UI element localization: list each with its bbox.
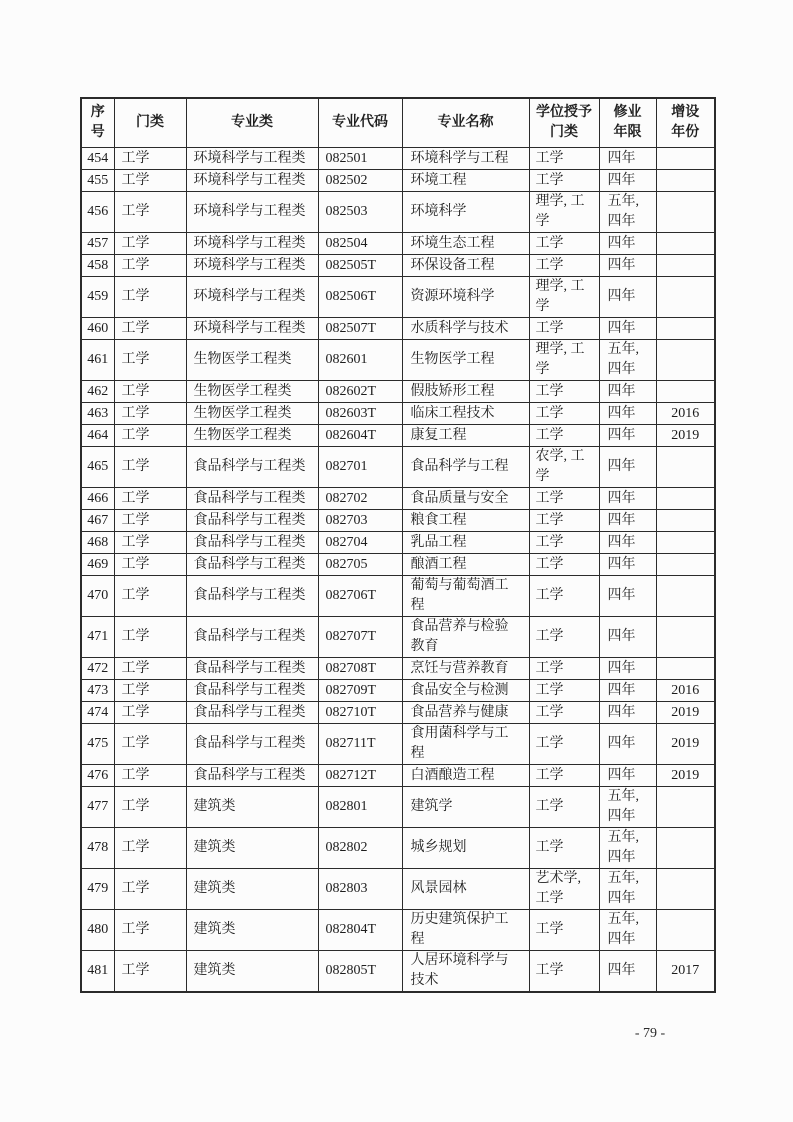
header-study-years: 修业年限 bbox=[599, 98, 656, 148]
cell-no: 465 bbox=[81, 447, 114, 488]
cell-major-class: 环境科学与工程类 bbox=[186, 318, 318, 340]
cell-major-name: 历史建筑保护工程 bbox=[402, 910, 529, 951]
cell-no: 456 bbox=[81, 192, 114, 233]
cell-degree-category: 工学 bbox=[529, 381, 599, 403]
cell-study-years: 四年 bbox=[599, 951, 656, 993]
cell-study-years: 四年 bbox=[599, 576, 656, 617]
cell-major-code: 082708T bbox=[318, 658, 402, 680]
cell-no: 472 bbox=[81, 658, 114, 680]
cell-major-name: 资源环境科学 bbox=[402, 277, 529, 318]
cell-year-added bbox=[656, 910, 715, 951]
cell-study-years: 四年 bbox=[599, 510, 656, 532]
cell-study-years: 四年 bbox=[599, 765, 656, 787]
cell-major-code: 082504 bbox=[318, 233, 402, 255]
cell-year-added: 2019 bbox=[656, 702, 715, 724]
cell-study-years: 四年 bbox=[599, 255, 656, 277]
cell-major-class: 建筑类 bbox=[186, 869, 318, 910]
cell-major-name: 葡萄与葡萄酒工程 bbox=[402, 576, 529, 617]
cell-no: 466 bbox=[81, 488, 114, 510]
cell-year-added: 2016 bbox=[656, 680, 715, 702]
cell-category: 工学 bbox=[114, 910, 186, 951]
cell-degree-category: 工学 bbox=[529, 702, 599, 724]
cell-no: 455 bbox=[81, 170, 114, 192]
cell-study-years: 五年, 四年 bbox=[599, 340, 656, 381]
cell-year-added bbox=[656, 148, 715, 170]
cell-degree-category: 工学 bbox=[529, 787, 599, 828]
cell-major-name: 环境科学 bbox=[402, 192, 529, 233]
cell-degree-category: 工学 bbox=[529, 680, 599, 702]
table-row bbox=[81, 255, 715, 277]
cell-year-added bbox=[656, 447, 715, 488]
cell-category: 工学 bbox=[114, 488, 186, 510]
cell-major-code: 082805T bbox=[318, 951, 402, 993]
cell-year-added bbox=[656, 340, 715, 381]
cell-degree-category: 理学, 工学 bbox=[529, 277, 599, 318]
cell-major-code: 082602T bbox=[318, 381, 402, 403]
cell-year-added bbox=[656, 277, 715, 318]
cell-major-class: 食品科学与工程类 bbox=[186, 658, 318, 680]
cell-no: 477 bbox=[81, 787, 114, 828]
cell-major-code: 082804T bbox=[318, 910, 402, 951]
cell-study-years: 四年 bbox=[599, 658, 656, 680]
cell-year-added bbox=[656, 617, 715, 658]
cell-no: 458 bbox=[81, 255, 114, 277]
table-row bbox=[81, 447, 715, 488]
table-body bbox=[81, 148, 715, 993]
cell-major-code: 082707T bbox=[318, 617, 402, 658]
cell-study-years: 四年 bbox=[599, 381, 656, 403]
table-row bbox=[81, 192, 715, 233]
cell-major-name: 粮食工程 bbox=[402, 510, 529, 532]
cell-study-years: 四年 bbox=[599, 724, 656, 765]
table-row bbox=[81, 403, 715, 425]
cell-major-class: 生物医学工程类 bbox=[186, 381, 318, 403]
cell-major-class: 建筑类 bbox=[186, 910, 318, 951]
cell-no: 480 bbox=[81, 910, 114, 951]
cell-major-code: 082705 bbox=[318, 554, 402, 576]
cell-category: 工学 bbox=[114, 255, 186, 277]
cell-no: 463 bbox=[81, 403, 114, 425]
cell-year-added bbox=[656, 828, 715, 869]
cell-no: 474 bbox=[81, 702, 114, 724]
cell-major-class: 食品科学与工程类 bbox=[186, 510, 318, 532]
cell-year-added bbox=[656, 658, 715, 680]
cell-major-name: 康复工程 bbox=[402, 425, 529, 447]
cell-year-added: 2016 bbox=[656, 403, 715, 425]
cell-degree-category: 工学 bbox=[529, 951, 599, 993]
cell-degree-category: 工学 bbox=[529, 724, 599, 765]
cell-no: 467 bbox=[81, 510, 114, 532]
cell-major-class: 建筑类 bbox=[186, 787, 318, 828]
table-row bbox=[81, 576, 715, 617]
cell-year-added bbox=[656, 488, 715, 510]
cell-study-years: 四年 bbox=[599, 425, 656, 447]
table-row bbox=[81, 425, 715, 447]
cell-major-code: 082712T bbox=[318, 765, 402, 787]
cell-study-years: 四年 bbox=[599, 680, 656, 702]
cell-major-class: 食品科学与工程类 bbox=[186, 680, 318, 702]
cell-year-added bbox=[656, 532, 715, 554]
cell-study-years: 四年 bbox=[599, 148, 656, 170]
cell-category: 工学 bbox=[114, 403, 186, 425]
cell-degree-category: 工学 bbox=[529, 170, 599, 192]
cell-major-class: 食品科学与工程类 bbox=[186, 765, 318, 787]
table-row bbox=[81, 148, 715, 170]
cell-major-code: 082701 bbox=[318, 447, 402, 488]
cell-year-added bbox=[656, 510, 715, 532]
cell-year-added bbox=[656, 554, 715, 576]
cell-category: 工学 bbox=[114, 554, 186, 576]
cell-category: 工学 bbox=[114, 381, 186, 403]
cell-major-name: 风景园林 bbox=[402, 869, 529, 910]
cell-degree-category: 工学 bbox=[529, 510, 599, 532]
cell-degree-category: 工学 bbox=[529, 658, 599, 680]
cell-major-name: 酿酒工程 bbox=[402, 554, 529, 576]
cell-category: 工学 bbox=[114, 765, 186, 787]
cell-no: 471 bbox=[81, 617, 114, 658]
cell-no: 475 bbox=[81, 724, 114, 765]
cell-major-class: 建筑类 bbox=[186, 951, 318, 993]
header-major-name: 专业名称 bbox=[402, 98, 529, 148]
cell-major-code: 082702 bbox=[318, 488, 402, 510]
table-row bbox=[81, 765, 715, 787]
cell-degree-category: 工学 bbox=[529, 148, 599, 170]
table-row bbox=[81, 724, 715, 765]
table-row bbox=[81, 702, 715, 724]
cell-degree-category: 艺术学, 工学 bbox=[529, 869, 599, 910]
cell-major-class: 环境科学与工程类 bbox=[186, 192, 318, 233]
cell-year-added bbox=[656, 381, 715, 403]
cell-degree-category: 工学 bbox=[529, 233, 599, 255]
cell-no: 468 bbox=[81, 532, 114, 554]
cell-category: 工学 bbox=[114, 425, 186, 447]
cell-degree-category: 农学, 工学 bbox=[529, 447, 599, 488]
cell-category: 工学 bbox=[114, 828, 186, 869]
cell-study-years: 五年, 四年 bbox=[599, 910, 656, 951]
cell-major-code: 082803 bbox=[318, 869, 402, 910]
table-row bbox=[81, 318, 715, 340]
table-row bbox=[81, 617, 715, 658]
cell-major-name: 环境生态工程 bbox=[402, 233, 529, 255]
cell-degree-category: 工学 bbox=[529, 255, 599, 277]
cell-major-name: 环保设备工程 bbox=[402, 255, 529, 277]
table-row bbox=[81, 510, 715, 532]
cell-category: 工学 bbox=[114, 724, 186, 765]
cell-major-code: 082801 bbox=[318, 787, 402, 828]
cell-no: 464 bbox=[81, 425, 114, 447]
table-row bbox=[81, 951, 715, 993]
cell-study-years: 四年 bbox=[599, 233, 656, 255]
cell-year-added: 2019 bbox=[656, 724, 715, 765]
table-row bbox=[81, 277, 715, 318]
cell-major-name: 白酒酿造工程 bbox=[402, 765, 529, 787]
cell-major-code: 082604T bbox=[318, 425, 402, 447]
cell-study-years: 五年, 四年 bbox=[599, 828, 656, 869]
cell-major-code: 082709T bbox=[318, 680, 402, 702]
cell-major-class: 环境科学与工程类 bbox=[186, 255, 318, 277]
table-row bbox=[81, 381, 715, 403]
cell-category: 工学 bbox=[114, 951, 186, 993]
cell-major-code: 082507T bbox=[318, 318, 402, 340]
cell-major-code: 082704 bbox=[318, 532, 402, 554]
cell-degree-category: 工学 bbox=[529, 554, 599, 576]
cell-year-added bbox=[656, 170, 715, 192]
cell-no: 469 bbox=[81, 554, 114, 576]
header-no: 序号 bbox=[81, 98, 114, 148]
cell-category: 工学 bbox=[114, 510, 186, 532]
cell-study-years: 四年 bbox=[599, 170, 656, 192]
header-year-added: 增设年份 bbox=[656, 98, 715, 148]
cell-degree-category: 工学 bbox=[529, 403, 599, 425]
table-header-row bbox=[81, 98, 715, 148]
cell-major-name: 假肢矫形工程 bbox=[402, 381, 529, 403]
cell-study-years: 四年 bbox=[599, 447, 656, 488]
cell-major-class: 环境科学与工程类 bbox=[186, 277, 318, 318]
header-degree-category: 学位授予门类 bbox=[529, 98, 599, 148]
cell-study-years: 四年 bbox=[599, 617, 656, 658]
cell-major-name: 食品营养与检验教育 bbox=[402, 617, 529, 658]
cell-category: 工学 bbox=[114, 787, 186, 828]
cell-major-name: 烹饪与营养教育 bbox=[402, 658, 529, 680]
cell-degree-category: 理学, 工学 bbox=[529, 192, 599, 233]
cell-no: 457 bbox=[81, 233, 114, 255]
cell-degree-category: 工学 bbox=[529, 765, 599, 787]
cell-category: 工学 bbox=[114, 318, 186, 340]
cell-major-code: 082711T bbox=[318, 724, 402, 765]
cell-year-added: 2019 bbox=[656, 765, 715, 787]
cell-category: 工学 bbox=[114, 233, 186, 255]
cell-no: 478 bbox=[81, 828, 114, 869]
cell-major-class: 环境科学与工程类 bbox=[186, 170, 318, 192]
cell-category: 工学 bbox=[114, 702, 186, 724]
cell-year-added bbox=[656, 869, 715, 910]
cell-study-years: 四年 bbox=[599, 488, 656, 510]
table-row bbox=[81, 828, 715, 869]
table-row bbox=[81, 787, 715, 828]
cell-no: 461 bbox=[81, 340, 114, 381]
cell-major-class: 生物医学工程类 bbox=[186, 340, 318, 381]
cell-no: 479 bbox=[81, 869, 114, 910]
header-major-class: 专业类 bbox=[186, 98, 318, 148]
cell-degree-category: 工学 bbox=[529, 488, 599, 510]
cell-major-class: 环境科学与工程类 bbox=[186, 233, 318, 255]
table-row bbox=[81, 554, 715, 576]
cell-major-class: 生物医学工程类 bbox=[186, 403, 318, 425]
cell-study-years: 四年 bbox=[599, 554, 656, 576]
table-row bbox=[81, 869, 715, 910]
table-row bbox=[81, 658, 715, 680]
cell-category: 工学 bbox=[114, 869, 186, 910]
cell-major-code: 082603T bbox=[318, 403, 402, 425]
cell-major-class: 食品科学与工程类 bbox=[186, 554, 318, 576]
cell-no: 470 bbox=[81, 576, 114, 617]
cell-study-years: 四年 bbox=[599, 277, 656, 318]
cell-year-added: 2017 bbox=[656, 951, 715, 993]
table-row bbox=[81, 488, 715, 510]
table-row bbox=[81, 340, 715, 381]
cell-category: 工学 bbox=[114, 170, 186, 192]
cell-year-added bbox=[656, 787, 715, 828]
cell-category: 工学 bbox=[114, 532, 186, 554]
cell-major-class: 食品科学与工程类 bbox=[186, 447, 318, 488]
cell-major-class: 食品科学与工程类 bbox=[186, 724, 318, 765]
cell-degree-category: 工学 bbox=[529, 532, 599, 554]
cell-no: 460 bbox=[81, 318, 114, 340]
table-row bbox=[81, 233, 715, 255]
cell-major-class: 食品科学与工程类 bbox=[186, 702, 318, 724]
table-row bbox=[81, 532, 715, 554]
cell-major-code: 082506T bbox=[318, 277, 402, 318]
cell-major-class: 食品科学与工程类 bbox=[186, 576, 318, 617]
cell-major-code: 082505T bbox=[318, 255, 402, 277]
cell-category: 工学 bbox=[114, 576, 186, 617]
cell-major-name: 建筑学 bbox=[402, 787, 529, 828]
cell-degree-category: 理学, 工学 bbox=[529, 340, 599, 381]
cell-study-years: 四年 bbox=[599, 318, 656, 340]
cell-year-added bbox=[656, 192, 715, 233]
cell-category: 工学 bbox=[114, 148, 186, 170]
header-category: 门类 bbox=[114, 98, 186, 148]
table-row bbox=[81, 680, 715, 702]
cell-no: 476 bbox=[81, 765, 114, 787]
cell-major-code: 082503 bbox=[318, 192, 402, 233]
cell-major-code: 082710T bbox=[318, 702, 402, 724]
page-number: - 79 - bbox=[634, 1026, 666, 1041]
cell-no: 473 bbox=[81, 680, 114, 702]
cell-category: 工学 bbox=[114, 277, 186, 318]
cell-major-class: 建筑类 bbox=[186, 828, 318, 869]
cell-major-class: 食品科学与工程类 bbox=[186, 617, 318, 658]
cell-degree-category: 工学 bbox=[529, 576, 599, 617]
cell-major-code: 082706T bbox=[318, 576, 402, 617]
cell-major-name: 食品营养与健康 bbox=[402, 702, 529, 724]
cell-degree-category: 工学 bbox=[529, 617, 599, 658]
cell-major-name: 人居环境科学与技术 bbox=[402, 951, 529, 993]
cell-category: 工学 bbox=[114, 447, 186, 488]
cell-degree-category: 工学 bbox=[529, 910, 599, 951]
cell-category: 工学 bbox=[114, 340, 186, 381]
cell-major-name: 临床工程技术 bbox=[402, 403, 529, 425]
cell-major-code: 082501 bbox=[318, 148, 402, 170]
cell-degree-category: 工学 bbox=[529, 318, 599, 340]
cell-year-added bbox=[656, 255, 715, 277]
cell-study-years: 五年, 四年 bbox=[599, 192, 656, 233]
cell-degree-category: 工学 bbox=[529, 425, 599, 447]
cell-major-name: 城乡规划 bbox=[402, 828, 529, 869]
cell-major-code: 082802 bbox=[318, 828, 402, 869]
cell-year-added: 2019 bbox=[656, 425, 715, 447]
majors-table bbox=[80, 97, 716, 993]
cell-major-name: 生物医学工程 bbox=[402, 340, 529, 381]
cell-major-name: 食品质量与安全 bbox=[402, 488, 529, 510]
cell-major-class: 食品科学与工程类 bbox=[186, 532, 318, 554]
cell-major-name: 环境科学与工程 bbox=[402, 148, 529, 170]
cell-year-added bbox=[656, 318, 715, 340]
cell-study-years: 四年 bbox=[599, 702, 656, 724]
cell-year-added bbox=[656, 233, 715, 255]
cell-study-years: 五年, 四年 bbox=[599, 787, 656, 828]
cell-major-class: 食品科学与工程类 bbox=[186, 488, 318, 510]
cell-major-name: 食用菌科学与工程 bbox=[402, 724, 529, 765]
cell-major-class: 环境科学与工程类 bbox=[186, 148, 318, 170]
cell-major-code: 082502 bbox=[318, 170, 402, 192]
cell-major-name: 食品科学与工程 bbox=[402, 447, 529, 488]
header-major-code: 专业代码 bbox=[318, 98, 402, 148]
cell-category: 工学 bbox=[114, 617, 186, 658]
cell-major-name: 环境工程 bbox=[402, 170, 529, 192]
cell-degree-category: 工学 bbox=[529, 828, 599, 869]
cell-study-years: 五年, 四年 bbox=[599, 869, 656, 910]
table-row bbox=[81, 170, 715, 192]
cell-no: 454 bbox=[81, 148, 114, 170]
cell-major-name: 水质科学与技术 bbox=[402, 318, 529, 340]
cell-major-class: 生物医学工程类 bbox=[186, 425, 318, 447]
cell-study-years: 四年 bbox=[599, 532, 656, 554]
cell-major-code: 082703 bbox=[318, 510, 402, 532]
cell-no: 481 bbox=[81, 951, 114, 993]
cell-no: 462 bbox=[81, 381, 114, 403]
cell-study-years: 四年 bbox=[599, 403, 656, 425]
table-row bbox=[81, 910, 715, 951]
cell-category: 工学 bbox=[114, 192, 186, 233]
cell-category: 工学 bbox=[114, 658, 186, 680]
cell-major-name: 乳品工程 bbox=[402, 532, 529, 554]
cell-category: 工学 bbox=[114, 680, 186, 702]
cell-no: 459 bbox=[81, 277, 114, 318]
cell-major-name: 食品安全与检测 bbox=[402, 680, 529, 702]
cell-year-added bbox=[656, 576, 715, 617]
cell-major-code: 082601 bbox=[318, 340, 402, 381]
